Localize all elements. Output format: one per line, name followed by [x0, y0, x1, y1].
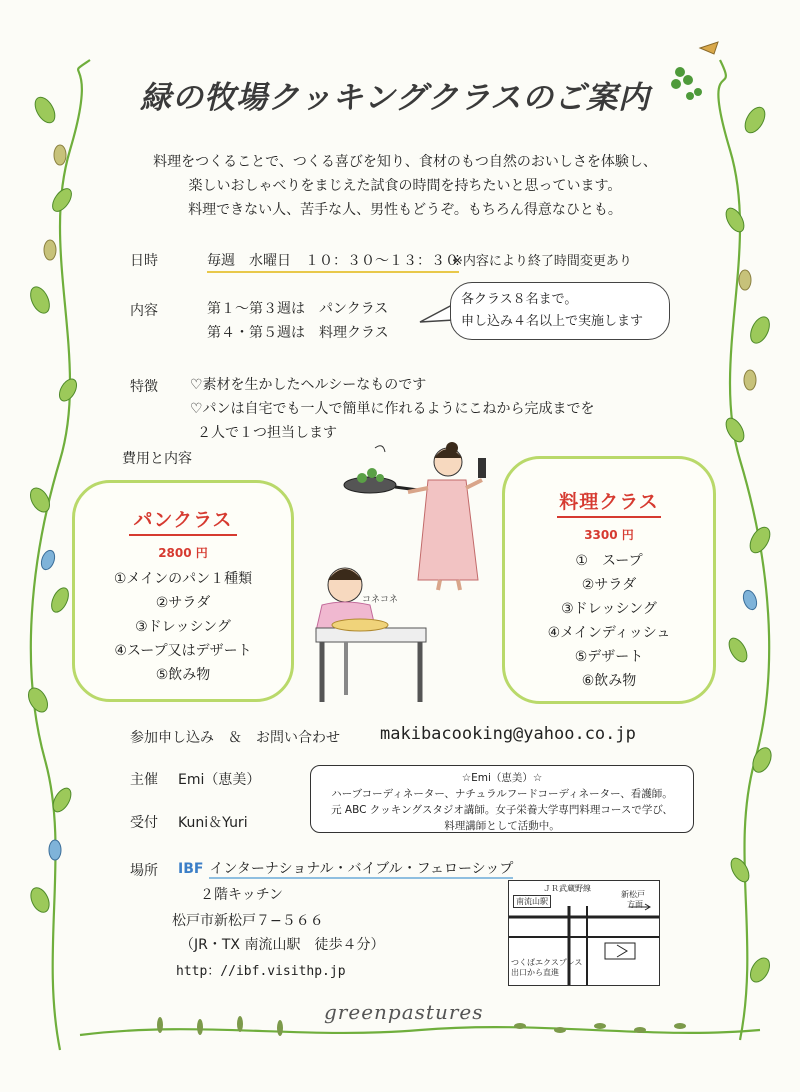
map-exit: 出口から直進: [511, 968, 559, 977]
map-direction: 新松戸: [621, 890, 645, 899]
cooking-illustration: [300, 440, 500, 710]
map-direction: 方面: [627, 900, 643, 909]
footer-logo: greenpastures: [324, 1000, 484, 1024]
content-line: 第１〜第３週は パンクラス: [207, 301, 389, 317]
menu-item: ③ドレッシング: [561, 601, 657, 617]
menu-item: ①メインのパン１種類: [113, 571, 253, 587]
menu-item: ⑤デザート: [574, 649, 644, 665]
page-title: 緑の牧場クッキングクラスのご案内: [140, 80, 651, 116]
venue-label: 場所: [130, 863, 158, 879]
intro-line: 料理できない人、苦手な人、男性もどうぞ。もちろん得意なひとも。: [188, 202, 622, 218]
illustration-text: コネコネ: [362, 595, 399, 605]
venue-access: （JR・TX 南流山駅 徒歩４分）: [180, 937, 385, 953]
host-label: 主催: [130, 772, 158, 788]
venue-name: インターナショナル・バイブル・フェローシップ: [209, 861, 514, 877]
menu-item: ②サラダ: [581, 577, 637, 593]
venue-address: 松戸市新松戸７−５６６: [172, 913, 324, 929]
bread-class-price: 2800 円: [158, 546, 208, 560]
bubble-line: 各クラス８名まで。: [461, 292, 578, 307]
access-map: [508, 880, 660, 986]
title-underline: [557, 516, 661, 518]
menu-item: ④メインディッシュ: [547, 625, 671, 641]
contact-label: 参加申し込み ＆ お問い合わせ: [130, 730, 340, 746]
map-exit: つくばエクスプレス: [511, 958, 583, 967]
bubble-line: 申し込み４名以上で実施します: [461, 314, 644, 329]
menu-item: ④スープ又はデザート: [114, 643, 252, 659]
cooking-class-box: [502, 456, 716, 704]
ibf-logo: IBF: [178, 861, 204, 877]
intro-line: 楽しいおしゃべりをまじえた試食の時間を持ちたいと思っています。: [188, 178, 622, 194]
reception-value: Kuni＆Yuri: [178, 815, 248, 831]
capacity-bubble: [450, 282, 670, 340]
menu-item: ②サラダ: [155, 595, 211, 611]
schedule-note: ※内容により終了時間変更あり: [452, 254, 632, 269]
bread-class-title: パンクラス: [133, 509, 233, 531]
cooking-class-price: 3300 円: [584, 528, 634, 542]
menu-item: ① スープ: [575, 553, 643, 569]
venue-name-row: [178, 858, 513, 878]
content-line: 第４・第５週は 料理クラス: [207, 325, 389, 341]
venue-url[interactable]: http：//ibf.visithp.jp: [176, 964, 346, 979]
intro-text: [90, 150, 720, 222]
profile-line: 料理講師として活動中。: [444, 820, 560, 832]
title-underline: [129, 534, 237, 536]
menu-item: ⑥飲み物: [581, 673, 637, 689]
fees-label: 費用と内容: [122, 451, 192, 467]
menu-item: ③ドレッシング: [135, 619, 231, 635]
features-label: 特徴: [130, 379, 158, 395]
profile-line: ハーブコーディネーター、ナチュラルフードコーディネーター、看護師。: [331, 788, 673, 800]
map-line-label: ＪＲ武蔵野線: [543, 884, 591, 893]
cooking-class-title: 料理クラス: [559, 491, 659, 513]
profile-heading: ☆Emi（恵美）☆: [461, 772, 543, 784]
schedule-value: 毎週 水曜日 １０：３０〜１３：３０: [207, 250, 459, 273]
feature-line: ２人で１つ担当します: [197, 425, 337, 441]
feature-line: ♡パンは自宅でも一人で簡単に作れるようにこねから完成までを: [190, 401, 595, 417]
profile-line: 元 ABC クッキングスタジオ講師。女子栄養大学専門料理コースで学び、: [331, 804, 673, 816]
map-station: 南流山駅: [513, 895, 551, 908]
menu-item: ⑤飲み物: [155, 667, 211, 683]
venue-floor: ２階キッチン: [200, 887, 284, 903]
intro-line: 料理をつくることで、つくる喜びを知り、食材のもつ自然のおいしさを体験し、: [153, 154, 657, 170]
reception-label: 受付: [130, 815, 158, 831]
host-profile-box: [310, 765, 694, 833]
bread-class-box: [72, 480, 294, 702]
feature-line: ♡素材を生かしたヘルシーなものです: [190, 377, 427, 393]
schedule-label: 日時: [130, 253, 158, 269]
content-label: 内容: [130, 303, 158, 319]
host-value: Emi（恵美）: [178, 772, 261, 788]
contact-email[interactable]: makibacooking@yahoo.co.jp: [380, 724, 636, 744]
